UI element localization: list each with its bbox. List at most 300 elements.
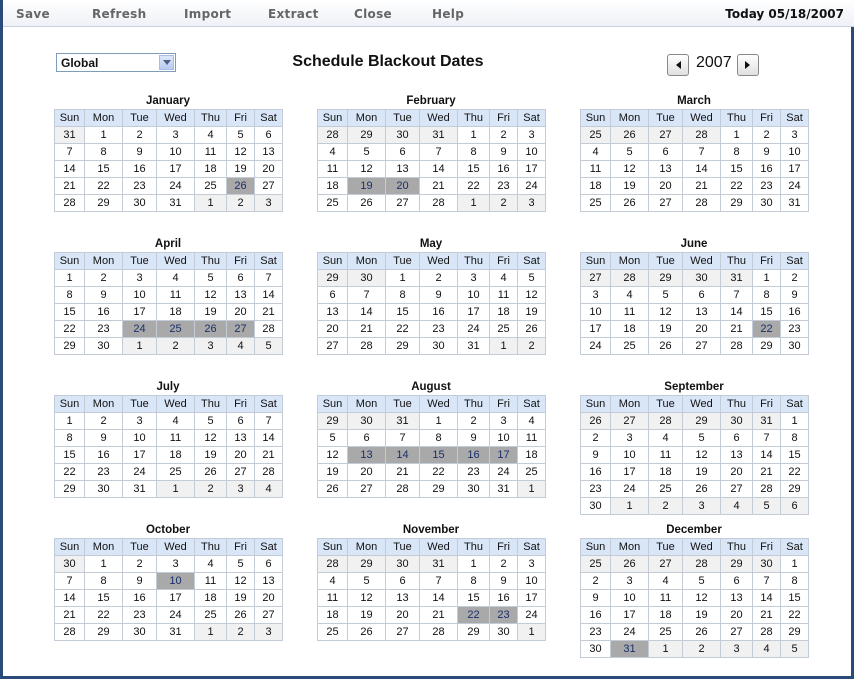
day-cell[interactable]: 13 — [227, 430, 255, 447]
day-cell[interactable]: 20 — [255, 590, 283, 607]
day-cell[interactable]: 11 — [157, 430, 195, 447]
day-cell[interactable]: 18 — [195, 590, 227, 607]
day-cell[interactable]: 28 — [255, 321, 283, 338]
day-cell-other-month[interactable]: 28 — [611, 270, 649, 287]
day-cell[interactable]: 9 — [753, 144, 781, 161]
day-cell[interactable]: 15 — [55, 304, 85, 321]
day-cell[interactable]: 5 — [227, 127, 255, 144]
day-cell[interactable]: 23 — [458, 464, 490, 481]
extract-menu-item[interactable]: Extract — [268, 7, 319, 21]
day-cell[interactable]: 29 — [753, 338, 781, 355]
day-cell[interactable]: 4 — [518, 413, 546, 430]
save-menu-item[interactable]: Save — [16, 7, 50, 21]
day-cell[interactable]: 16 — [123, 161, 157, 178]
day-cell[interactable]: 11 — [157, 287, 195, 304]
day-cell[interactable]: 25 — [581, 195, 611, 212]
day-cell[interactable]: 6 — [348, 430, 386, 447]
day-cell-other-month[interactable]: 2 — [227, 624, 255, 641]
day-cell[interactable]: 6 — [227, 270, 255, 287]
day-cell[interactable]: 14 — [255, 287, 283, 304]
day-cell[interactable]: 28 — [753, 481, 781, 498]
day-cell[interactable]: 27 — [255, 607, 283, 624]
day-cell[interactable]: 24 — [581, 338, 611, 355]
day-cell[interactable]: 12 — [195, 287, 227, 304]
day-cell[interactable]: 3 — [490, 413, 518, 430]
day-cell[interactable]: 16 — [420, 304, 458, 321]
day-cell[interactable]: 9 — [123, 144, 157, 161]
day-cell[interactable]: 6 — [683, 287, 721, 304]
day-cell[interactable]: 1 — [458, 556, 490, 573]
day-cell[interactable]: 5 — [227, 556, 255, 573]
day-cell[interactable]: 19 — [318, 464, 348, 481]
day-cell[interactable]: 24 — [781, 178, 809, 195]
day-cell[interactable]: 23 — [85, 464, 123, 481]
day-cell[interactable]: 20 — [227, 304, 255, 321]
day-cell[interactable]: 14 — [721, 304, 753, 321]
day-cell[interactable]: 12 — [195, 430, 227, 447]
day-cell[interactable]: 25 — [157, 464, 195, 481]
day-cell[interactable]: 7 — [753, 430, 781, 447]
day-cell[interactable]: 12 — [318, 447, 348, 464]
day-cell[interactable]: 8 — [85, 144, 123, 161]
day-cell-other-month[interactable]: 29 — [318, 270, 348, 287]
day-cell[interactable]: 20 — [649, 178, 683, 195]
day-cell-blackout[interactable]: 24 — [123, 321, 157, 338]
day-cell[interactable]: 17 — [518, 161, 546, 178]
day-cell[interactable]: 26 — [518, 321, 546, 338]
day-cell-blackout[interactable]: 14 — [386, 447, 420, 464]
day-cell[interactable]: 23 — [123, 607, 157, 624]
day-cell[interactable]: 30 — [581, 641, 611, 658]
day-cell-other-month[interactable]: 1 — [157, 481, 195, 498]
day-cell[interactable]: 8 — [55, 430, 85, 447]
day-cell[interactable]: 8 — [420, 430, 458, 447]
day-cell[interactable]: 8 — [781, 573, 809, 590]
day-cell-other-month[interactable]: 3 — [721, 641, 753, 658]
day-cell-blackout[interactable]: 15 — [420, 447, 458, 464]
day-cell-other-month[interactable]: 2 — [490, 195, 518, 212]
day-cell-other-month[interactable]: 1 — [611, 498, 649, 515]
day-cell[interactable]: 16 — [581, 607, 611, 624]
day-cell[interactable]: 14 — [420, 590, 458, 607]
day-cell[interactable]: 25 — [318, 195, 348, 212]
day-cell[interactable]: 10 — [490, 430, 518, 447]
day-cell[interactable]: 10 — [518, 573, 546, 590]
day-cell[interactable]: 22 — [85, 607, 123, 624]
day-cell[interactable]: 1 — [420, 413, 458, 430]
day-cell-other-month[interactable]: 30 — [348, 413, 386, 430]
day-cell[interactable]: 4 — [611, 287, 649, 304]
schedule-select[interactable] — [56, 53, 176, 72]
day-cell[interactable]: 13 — [255, 573, 283, 590]
day-cell[interactable]: 30 — [490, 624, 518, 641]
day-cell[interactable]: 27 — [721, 481, 753, 498]
day-cell[interactable]: 20 — [348, 464, 386, 481]
day-cell[interactable]: 21 — [420, 178, 458, 195]
day-cell[interactable]: 9 — [123, 573, 157, 590]
day-cell[interactable]: 31 — [157, 195, 195, 212]
day-cell[interactable]: 7 — [55, 573, 85, 590]
day-cell[interactable]: 16 — [85, 447, 123, 464]
day-cell[interactable]: 10 — [581, 304, 611, 321]
day-cell[interactable]: 4 — [195, 127, 227, 144]
day-cell[interactable]: 29 — [85, 195, 123, 212]
day-cell[interactable]: 3 — [781, 127, 809, 144]
day-cell[interactable]: 17 — [611, 607, 649, 624]
day-cell-other-month[interactable]: 31 — [420, 127, 458, 144]
day-cell[interactable]: 24 — [490, 464, 518, 481]
day-cell[interactable]: 7 — [420, 573, 458, 590]
day-cell[interactable]: 21 — [683, 178, 721, 195]
day-cell[interactable]: 2 — [581, 430, 611, 447]
day-cell[interactable]: 22 — [55, 321, 85, 338]
day-cell[interactable]: 4 — [649, 573, 683, 590]
day-cell[interactable]: 12 — [683, 590, 721, 607]
day-cell-other-month[interactable]: 30 — [348, 270, 386, 287]
day-cell[interactable]: 7 — [348, 287, 386, 304]
day-cell[interactable]: 27 — [348, 481, 386, 498]
day-cell[interactable]: 1 — [781, 556, 809, 573]
day-cell-other-month[interactable]: 2 — [683, 641, 721, 658]
day-cell-other-month[interactable]: 3 — [255, 624, 283, 641]
day-cell[interactable]: 30 — [781, 338, 809, 355]
day-cell[interactable]: 19 — [683, 464, 721, 481]
day-cell[interactable]: 6 — [386, 144, 420, 161]
day-cell[interactable]: 11 — [318, 590, 348, 607]
day-cell-blackout[interactable]: 31 — [611, 641, 649, 658]
day-cell-other-month[interactable]: 29 — [348, 556, 386, 573]
day-cell[interactable]: 30 — [458, 481, 490, 498]
day-cell[interactable]: 26 — [649, 338, 683, 355]
day-cell[interactable]: 19 — [611, 178, 649, 195]
day-cell[interactable]: 31 — [781, 195, 809, 212]
day-cell-other-month[interactable]: 31 — [386, 413, 420, 430]
day-cell[interactable]: 15 — [721, 161, 753, 178]
day-cell[interactable]: 30 — [123, 624, 157, 641]
day-cell[interactable]: 16 — [753, 161, 781, 178]
day-cell-other-month[interactable]: 27 — [649, 127, 683, 144]
day-cell[interactable]: 22 — [55, 464, 85, 481]
day-cell[interactable]: 4 — [318, 573, 348, 590]
day-cell[interactable]: 6 — [386, 573, 420, 590]
day-cell-blackout[interactable]: 10 — [157, 573, 195, 590]
day-cell[interactable]: 25 — [195, 178, 227, 195]
day-cell[interactable]: 11 — [518, 430, 546, 447]
day-cell[interactable]: 12 — [227, 144, 255, 161]
day-cell-other-month[interactable]: 29 — [721, 556, 753, 573]
day-cell[interactable]: 18 — [649, 464, 683, 481]
day-cell[interactable]: 21 — [55, 607, 85, 624]
day-cell-blackout[interactable]: 20 — [386, 178, 420, 195]
day-cell[interactable]: 12 — [227, 573, 255, 590]
day-cell[interactable]: 8 — [781, 430, 809, 447]
day-cell[interactable]: 23 — [420, 321, 458, 338]
day-cell[interactable]: 13 — [255, 144, 283, 161]
day-cell[interactable]: 17 — [157, 161, 195, 178]
day-cell[interactable]: 3 — [518, 127, 546, 144]
day-cell[interactable]: 14 — [753, 447, 781, 464]
day-cell[interactable]: 1 — [386, 270, 420, 287]
day-cell[interactable]: 5 — [318, 430, 348, 447]
day-cell[interactable]: 5 — [518, 270, 546, 287]
day-cell[interactable]: 15 — [753, 304, 781, 321]
day-cell[interactable]: 21 — [753, 607, 781, 624]
day-cell[interactable]: 19 — [195, 447, 227, 464]
day-cell[interactable]: 4 — [195, 556, 227, 573]
day-cell[interactable]: 18 — [195, 161, 227, 178]
day-cell[interactable]: 15 — [85, 590, 123, 607]
day-cell[interactable]: 23 — [581, 481, 611, 498]
day-cell[interactable]: 18 — [649, 607, 683, 624]
day-cell[interactable]: 1 — [781, 413, 809, 430]
day-cell[interactable]: 3 — [611, 573, 649, 590]
day-cell[interactable]: 17 — [157, 590, 195, 607]
day-cell[interactable]: 24 — [458, 321, 490, 338]
day-cell[interactable]: 16 — [490, 590, 518, 607]
day-cell[interactable]: 2 — [123, 127, 157, 144]
day-cell[interactable]: 31 — [157, 624, 195, 641]
day-cell[interactable]: 6 — [649, 144, 683, 161]
day-cell[interactable]: 13 — [721, 447, 753, 464]
day-cell[interactable]: 7 — [386, 430, 420, 447]
day-cell[interactable]: 11 — [318, 161, 348, 178]
day-cell-other-month[interactable]: 31 — [721, 270, 753, 287]
day-cell[interactable]: 11 — [581, 161, 611, 178]
day-cell[interactable]: 12 — [683, 447, 721, 464]
day-cell-blackout[interactable]: 23 — [490, 607, 518, 624]
day-cell[interactable]: 10 — [458, 287, 490, 304]
day-cell-blackout[interactable]: 16 — [458, 447, 490, 464]
next-year-button[interactable] — [737, 54, 759, 76]
day-cell[interactable]: 18 — [581, 178, 611, 195]
day-cell[interactable]: 19 — [227, 161, 255, 178]
day-cell[interactable]: 16 — [581, 464, 611, 481]
day-cell[interactable]: 16 — [490, 161, 518, 178]
day-cell-other-month[interactable]: 31 — [753, 413, 781, 430]
day-cell[interactable]: 15 — [458, 161, 490, 178]
day-cell-other-month[interactable]: 4 — [255, 481, 283, 498]
day-cell[interactable]: 28 — [721, 338, 753, 355]
day-cell-other-month[interactable]: 27 — [611, 413, 649, 430]
day-cell[interactable]: 10 — [518, 144, 546, 161]
day-cell[interactable]: 24 — [611, 624, 649, 641]
day-cell[interactable]: 8 — [386, 287, 420, 304]
day-cell-other-month[interactable]: 29 — [348, 127, 386, 144]
day-cell[interactable]: 3 — [123, 413, 157, 430]
day-cell[interactable]: 15 — [781, 590, 809, 607]
day-cell[interactable]: 21 — [255, 447, 283, 464]
day-cell-other-month[interactable]: 4 — [721, 498, 753, 515]
day-cell[interactable]: 14 — [55, 161, 85, 178]
day-cell-other-month[interactable]: 26 — [611, 556, 649, 573]
day-cell[interactable]: 10 — [123, 430, 157, 447]
day-cell[interactable]: 13 — [649, 161, 683, 178]
day-cell-other-month[interactable]: 25 — [581, 127, 611, 144]
day-cell[interactable]: 7 — [683, 144, 721, 161]
day-cell[interactable]: 4 — [157, 413, 195, 430]
day-cell[interactable]: 20 — [721, 607, 753, 624]
day-cell[interactable]: 25 — [649, 481, 683, 498]
day-cell[interactable]: 18 — [318, 607, 348, 624]
day-cell[interactable]: 1 — [753, 270, 781, 287]
day-cell[interactable]: 13 — [386, 590, 420, 607]
day-cell[interactable]: 18 — [490, 304, 518, 321]
day-cell[interactable]: 23 — [85, 321, 123, 338]
day-cell[interactable]: 27 — [683, 338, 721, 355]
day-cell[interactable]: 24 — [157, 178, 195, 195]
day-cell[interactable]: 4 — [649, 430, 683, 447]
day-cell[interactable]: 11 — [649, 590, 683, 607]
day-cell[interactable]: 22 — [458, 178, 490, 195]
day-cell[interactable]: 3 — [458, 270, 490, 287]
day-cell[interactable]: 19 — [227, 590, 255, 607]
day-cell[interactable]: 6 — [255, 556, 283, 573]
day-cell[interactable]: 10 — [611, 447, 649, 464]
day-cell-other-month[interactable]: 2 — [518, 338, 546, 355]
day-cell[interactable]: 6 — [255, 127, 283, 144]
day-cell[interactable]: 10 — [157, 144, 195, 161]
day-cell-other-month[interactable]: 30 — [683, 270, 721, 287]
day-cell[interactable]: 7 — [255, 270, 283, 287]
day-cell[interactable]: 15 — [55, 447, 85, 464]
day-cell[interactable]: 9 — [85, 287, 123, 304]
day-cell[interactable]: 17 — [518, 590, 546, 607]
day-cell[interactable]: 17 — [458, 304, 490, 321]
day-cell-other-month[interactable]: 3 — [195, 338, 227, 355]
day-cell[interactable]: 11 — [195, 573, 227, 590]
day-cell[interactable]: 2 — [781, 270, 809, 287]
import-menu-item[interactable]: Import — [184, 7, 232, 21]
day-cell[interactable]: 3 — [123, 270, 157, 287]
day-cell[interactable]: 15 — [85, 161, 123, 178]
day-cell[interactable]: 11 — [490, 287, 518, 304]
day-cell[interactable]: 4 — [581, 144, 611, 161]
day-cell[interactable]: 5 — [683, 430, 721, 447]
day-cell[interactable]: 3 — [518, 556, 546, 573]
day-cell[interactable]: 3 — [157, 127, 195, 144]
day-cell[interactable]: 11 — [195, 144, 227, 161]
day-cell[interactable]: 26 — [348, 624, 386, 641]
day-cell[interactable]: 22 — [420, 464, 458, 481]
day-cell[interactable]: 2 — [753, 127, 781, 144]
day-cell[interactable]: 24 — [123, 464, 157, 481]
day-cell[interactable]: 13 — [318, 304, 348, 321]
day-cell[interactable]: 5 — [195, 413, 227, 430]
day-cell[interactable]: 1 — [85, 556, 123, 573]
day-cell[interactable]: 24 — [157, 607, 195, 624]
day-cell[interactable]: 25 — [611, 338, 649, 355]
day-cell[interactable]: 1 — [458, 127, 490, 144]
day-cell-other-month[interactable]: 5 — [255, 338, 283, 355]
day-cell[interactable]: 9 — [581, 447, 611, 464]
day-cell-blackout[interactable]: 26 — [227, 178, 255, 195]
day-cell[interactable]: 15 — [458, 590, 490, 607]
day-cell-blackout[interactable]: 19 — [348, 178, 386, 195]
day-cell[interactable]: 21 — [753, 464, 781, 481]
day-cell[interactable]: 28 — [420, 195, 458, 212]
day-cell-other-month[interactable]: 31 — [55, 127, 85, 144]
day-cell[interactable]: 30 — [85, 481, 123, 498]
day-cell[interactable]: 19 — [649, 321, 683, 338]
day-cell[interactable]: 18 — [157, 304, 195, 321]
day-cell[interactable]: 3 — [157, 556, 195, 573]
day-cell-other-month[interactable]: 28 — [649, 413, 683, 430]
day-cell[interactable]: 11 — [649, 447, 683, 464]
day-cell[interactable]: 29 — [55, 481, 85, 498]
day-cell[interactable]: 22 — [85, 178, 123, 195]
day-cell[interactable]: 17 — [123, 447, 157, 464]
day-cell[interactable]: 8 — [458, 573, 490, 590]
day-cell[interactable]: 1 — [55, 270, 85, 287]
day-cell[interactable]: 8 — [721, 144, 753, 161]
day-cell-blackout[interactable]: 26 — [195, 321, 227, 338]
close-menu-item[interactable]: Close — [354, 7, 392, 21]
day-cell[interactable]: 27 — [386, 624, 420, 641]
day-cell[interactable]: 21 — [255, 304, 283, 321]
day-cell-other-month[interactable]: 4 — [227, 338, 255, 355]
day-cell-other-month[interactable]: 3 — [255, 195, 283, 212]
day-cell-other-month[interactable]: 30 — [753, 556, 781, 573]
day-cell[interactable]: 18 — [157, 447, 195, 464]
day-cell-blackout[interactable]: 25 — [157, 321, 195, 338]
day-cell[interactable]: 2 — [420, 270, 458, 287]
day-cell-other-month[interactable]: 1 — [490, 338, 518, 355]
day-cell-blackout[interactable]: 22 — [458, 607, 490, 624]
day-cell[interactable]: 5 — [348, 144, 386, 161]
day-cell[interactable]: 3 — [581, 287, 611, 304]
day-cell[interactable]: 6 — [227, 413, 255, 430]
day-cell[interactable]: 25 — [490, 321, 518, 338]
day-cell-other-month[interactable]: 1 — [123, 338, 157, 355]
day-cell-other-month[interactable]: 4 — [753, 641, 781, 658]
day-cell-other-month[interactable]: 27 — [581, 270, 611, 287]
day-cell[interactable]: 18 — [318, 178, 348, 195]
day-cell[interactable]: 27 — [649, 195, 683, 212]
day-cell[interactable]: 4 — [157, 270, 195, 287]
day-cell[interactable]: 6 — [721, 430, 753, 447]
day-cell[interactable]: 19 — [683, 607, 721, 624]
day-cell[interactable]: 7 — [255, 413, 283, 430]
day-cell[interactable]: 22 — [721, 178, 753, 195]
day-cell[interactable]: 25 — [649, 624, 683, 641]
day-cell-other-month[interactable]: 31 — [420, 556, 458, 573]
day-cell[interactable]: 22 — [781, 607, 809, 624]
day-cell[interactable]: 16 — [123, 590, 157, 607]
day-cell-blackout[interactable]: 13 — [348, 447, 386, 464]
day-cell[interactable]: 12 — [348, 161, 386, 178]
day-cell[interactable]: 21 — [721, 321, 753, 338]
day-cell[interactable]: 8 — [85, 573, 123, 590]
day-cell[interactable]: 7 — [420, 144, 458, 161]
day-cell[interactable]: 25 — [518, 464, 546, 481]
day-cell-other-month[interactable]: 30 — [386, 556, 420, 573]
day-cell[interactable]: 12 — [611, 161, 649, 178]
day-cell[interactable]: 22 — [386, 321, 420, 338]
day-cell[interactable]: 16 — [85, 304, 123, 321]
day-cell[interactable]: 26 — [683, 624, 721, 641]
refresh-menu-item[interactable]: Refresh — [92, 7, 147, 21]
day-cell[interactable]: 29 — [458, 624, 490, 641]
day-cell[interactable]: 5 — [683, 573, 721, 590]
day-cell[interactable]: 12 — [348, 590, 386, 607]
day-cell-other-month[interactable]: 27 — [649, 556, 683, 573]
day-cell[interactable]: 24 — [611, 481, 649, 498]
day-cell[interactable]: 28 — [753, 624, 781, 641]
day-cell-other-month[interactable]: 29 — [649, 270, 683, 287]
day-cell[interactable]: 14 — [420, 161, 458, 178]
day-cell[interactable]: 23 — [581, 624, 611, 641]
day-cell-other-month[interactable]: 28 — [683, 127, 721, 144]
